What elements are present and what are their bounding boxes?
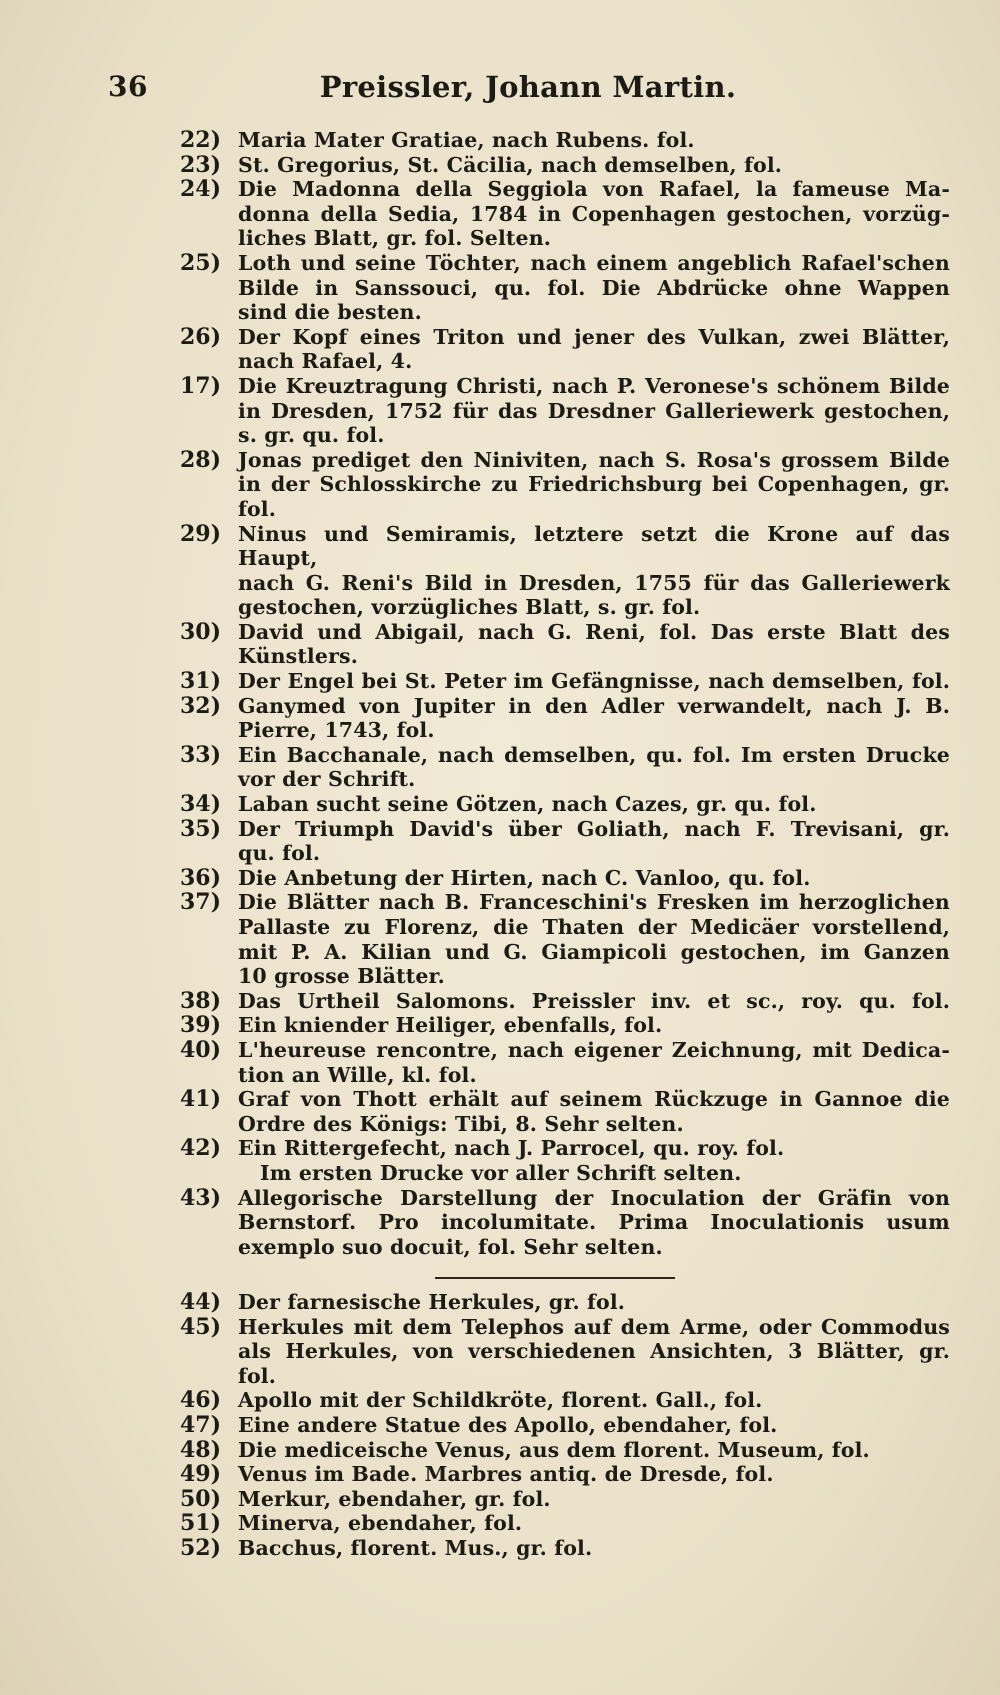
entry-text-line: exemplo suo docuit, fol. Sehr selten.	[238, 1234, 663, 1259]
entry-number: 49)	[180, 1461, 222, 1488]
entry-text-line: in Dresden, 1752 für das Dresdner Gallerіewerk gestochen,	[238, 398, 950, 423]
entry-number: 31)	[180, 668, 222, 695]
page-header	[108, 64, 948, 108]
entry-text-line: Allegorische Darstellung der Inoculation der Gräfin von	[238, 1185, 950, 1210]
entry-number: 47)	[180, 1411, 222, 1438]
entry-text-line: Minerva, ebendaher, fol.	[238, 1511, 523, 1536]
entry-text-line: nach G. Reni's Bild in Dresden, 1755 für das Galleriewerk	[238, 570, 950, 595]
entry-text-line: vor der Schrift.	[238, 767, 416, 792]
entry-number: 17)	[180, 372, 222, 399]
entry-number: 26)	[180, 323, 222, 350]
entry-text-line: Graf von Thott erhält auf seinem Rückzuge in Gannoe die	[238, 1087, 950, 1112]
entry-number: 30)	[180, 618, 222, 645]
entry-text-line: L'heureuse rencontre, nach eigener Zeichnung, mit Dedica-	[238, 1037, 950, 1062]
catalogue-entry	[180, 251, 950, 325]
entry-text-line: David und Abigail, nach G. Reni, fol. Das erste Blatt des	[238, 619, 950, 644]
entry-text-line: Im ersten Drucke vor aller Schrift selten.	[260, 1160, 742, 1185]
entry-text-line: Pierre, 1743, fol.	[238, 718, 435, 743]
entry-number: 23)	[180, 151, 222, 178]
catalogue-entry	[180, 128, 950, 153]
entry-number: 32)	[180, 692, 222, 719]
catalogue-entry	[180, 1315, 950, 1389]
entry-text-line: Herkules mit dem Telephos auf dem Arme, oder Commodus	[238, 1314, 950, 1339]
catalogue-entry	[180, 325, 950, 374]
entry-text-line: liches Blatt, gr. fol. Selten.	[238, 226, 552, 251]
catalogue-entry	[180, 890, 950, 988]
catalogue-entry	[180, 669, 950, 694]
entry-number: 33)	[180, 741, 222, 768]
catalogue-entry	[180, 694, 950, 743]
entry-number: 24)	[180, 176, 222, 203]
entry-text-line: Ein Rittergefecht, nach J. Parrocel, qu. roy. fol.	[238, 1136, 785, 1161]
entry-text-line: nach Rafael, 4.	[238, 349, 413, 374]
catalogue-entry	[180, 1038, 950, 1087]
catalogue-entries-statues	[180, 1290, 950, 1561]
entry-number: 46)	[180, 1387, 222, 1414]
entry-text-line: Die Blätter nach B. Franceschini's Fresken im herzoglichen	[238, 890, 950, 915]
entry-number: 38)	[180, 987, 222, 1014]
entry-text-line: Künstlers.	[238, 644, 358, 669]
catalogue-entry	[180, 1536, 950, 1561]
entry-number: 39)	[180, 1012, 222, 1039]
entry-text-line: als Herkules, von verschiedenen Ansichten, 3 Blätter, gr.	[238, 1339, 950, 1364]
catalogue-entry	[180, 1438, 950, 1463]
entry-text-line: Die Madonna della Seggiola von Rafael, la fameuse Ma-	[238, 177, 950, 202]
page-number: 36	[108, 70, 148, 103]
entry-text-line: Laban sucht seine Götzen, nach Cazes, gr. qu. fol.	[238, 792, 817, 817]
catalogue-entry	[180, 1087, 950, 1136]
catalogue-entry	[180, 1290, 950, 1315]
entry-text-line: Bilde in Sanssouci, qu. fol. Die Abdrücke ohne Wappen	[238, 275, 950, 300]
entry-text-line: Die Anbetung der Hirten, nach C. Vanloo, qu. fol.	[238, 865, 811, 890]
entry-text-line: St. Gregorius, St. Cäcilia, nach demselben, fol.	[238, 152, 783, 177]
catalogue-entries-main	[180, 128, 950, 1259]
entry-text-line: Loth und seine Töchter, nach einem angeblich Rafael'schen	[238, 250, 950, 275]
entry-text-line: donna della Sedia, 1784 in Copenhagen gestochen, vorzüg-	[238, 201, 950, 226]
catalogue-entry	[180, 1186, 950, 1260]
catalogue-entry	[180, 866, 950, 891]
entry-number: 52)	[180, 1534, 222, 1561]
catalogue-entry	[180, 1136, 950, 1185]
entry-number: 25)	[180, 249, 222, 276]
entry-number: 45)	[180, 1313, 222, 1340]
catalogue-entry	[180, 374, 950, 448]
entry-text-line: Venus im Bade. Marbres antiq. de Dresde, fol.	[238, 1462, 774, 1487]
entry-number: 48)	[180, 1436, 222, 1463]
entry-text-line: in der Schlosskirche zu Friedrichsburg bei Copenhagen, gr.	[238, 472, 950, 497]
entry-number: 29)	[180, 520, 222, 547]
entry-text-line: Der farnesische Herkules, gr. fol.	[238, 1290, 626, 1314]
catalogue-entry	[180, 1462, 950, 1487]
entry-text-line: tion an Wille, kl. fol.	[238, 1062, 477, 1087]
section-divider	[435, 1277, 675, 1279]
entry-number: 50)	[180, 1485, 222, 1512]
entry-text-line: fol.	[238, 496, 277, 521]
entry-number: 43)	[180, 1184, 222, 1211]
entry-number: 34)	[180, 791, 222, 818]
entry-text-line: Der Triumph David's über Goliath, nach F. Trevisani, gr.	[238, 816, 950, 841]
entry-number: 37)	[180, 889, 222, 916]
entry-number: 41)	[180, 1086, 222, 1113]
catalogue-entry	[180, 817, 950, 866]
entry-number: 22)	[180, 127, 222, 153]
entry-text-line: Maria Mater Gratiae, nach Rubens. fol.	[238, 128, 695, 152]
entry-number: 42)	[180, 1135, 222, 1162]
entry-text-line: Pallaste zu Florenz, die Thaten der Medicäer vorstellend,	[238, 915, 950, 939]
catalogue-entry	[180, 1487, 950, 1512]
entry-number: 40)	[180, 1036, 222, 1063]
entry-text-line: Bernstorf. Pro incolumitate. Prima Inoculationis usum	[238, 1210, 950, 1235]
catalogue-entry	[180, 620, 950, 669]
catalogue-entry	[180, 153, 950, 178]
entry-text-line: s. gr. qu. fol.	[238, 423, 385, 448]
entry-text-line: Ordre des Königs: Tibi, 8. Sehr selten.	[238, 1111, 684, 1136]
entry-number: 44)	[180, 1289, 222, 1315]
entry-text-line: sind die besten.	[238, 300, 422, 325]
entry-number: 35)	[180, 815, 222, 842]
entry-text-line: Der Engel bei St. Peter im Gefängnisse, nach demselben, fol.	[238, 669, 950, 694]
catalogue-entry	[180, 177, 950, 251]
entry-text-line: Ganymed von Jupiter in den Adler verwandelt, nach J. B.	[238, 693, 950, 718]
entry-text-line: mit P. A. Kilian und G. Giampicoli gestochen, im Ganzen	[238, 939, 950, 964]
entry-text-line: Jonas prediget den Niniviten, nach S. Rosa's grossem Bilde	[238, 447, 950, 472]
catalogue-entry	[180, 792, 950, 817]
catalogue-entry	[180, 448, 950, 522]
entry-text-line: Ein kniender Heiliger, ebenfalls, fol.	[238, 1013, 663, 1038]
catalogue-entry	[180, 743, 950, 792]
running-title: Preissler, Johann Martin.	[319, 70, 737, 104]
entry-text-line: Die mediceische Venus, aus dem florent. Museum, fol.	[238, 1437, 870, 1462]
entry-text-line: qu. fol.	[238, 841, 321, 866]
catalogue-entry	[180, 989, 950, 1014]
entry-text-line: Eine andere Statue des Apollo, ebendaher, fol.	[238, 1412, 778, 1437]
entry-text-line: Die Kreuztragung Christi, nach P. Veronese's schönem Bilde	[238, 373, 950, 398]
entry-text-line: Bacchus, florent. Mus., gr. fol.	[238, 1535, 593, 1560]
catalogue-entry	[180, 1511, 950, 1536]
entry-text-line: Das Urtheil Salomons. Preissler inv. et sc., roy. qu. fol.	[238, 988, 950, 1013]
catalogue-entry	[180, 1388, 950, 1413]
entry-number: 51)	[180, 1510, 222, 1537]
entry-text-line: Der Kopf eines Triton und jener des Vulkan, zwei Blätter,	[238, 324, 950, 349]
entry-number: 36)	[180, 864, 222, 891]
catalogue-entry	[180, 1413, 950, 1438]
entry-text-line: fol.	[238, 1363, 277, 1388]
entry-text-line: gestochen, vorzügliches Blatt, s. gr. fol.	[238, 595, 701, 620]
catalogue-entry	[180, 1013, 950, 1038]
entry-text-line: Merkur, ebendaher, gr. fol.	[238, 1486, 551, 1511]
entry-text-line: 10 grosse Blätter.	[238, 964, 445, 989]
catalogue-entry	[180, 522, 950, 620]
entry-text-line: Apollo mit der Schildkröte, florent. Gall., fol.	[238, 1388, 763, 1413]
entry-text-line: Ein Bacchanale, nach demselben, qu. fol. Im ersten Drucke	[238, 742, 950, 767]
entry-text-line: Ninus und Semiramis, letztere setzt die Krone auf das Haupt,	[238, 521, 950, 571]
entry-number: 28)	[180, 446, 222, 473]
